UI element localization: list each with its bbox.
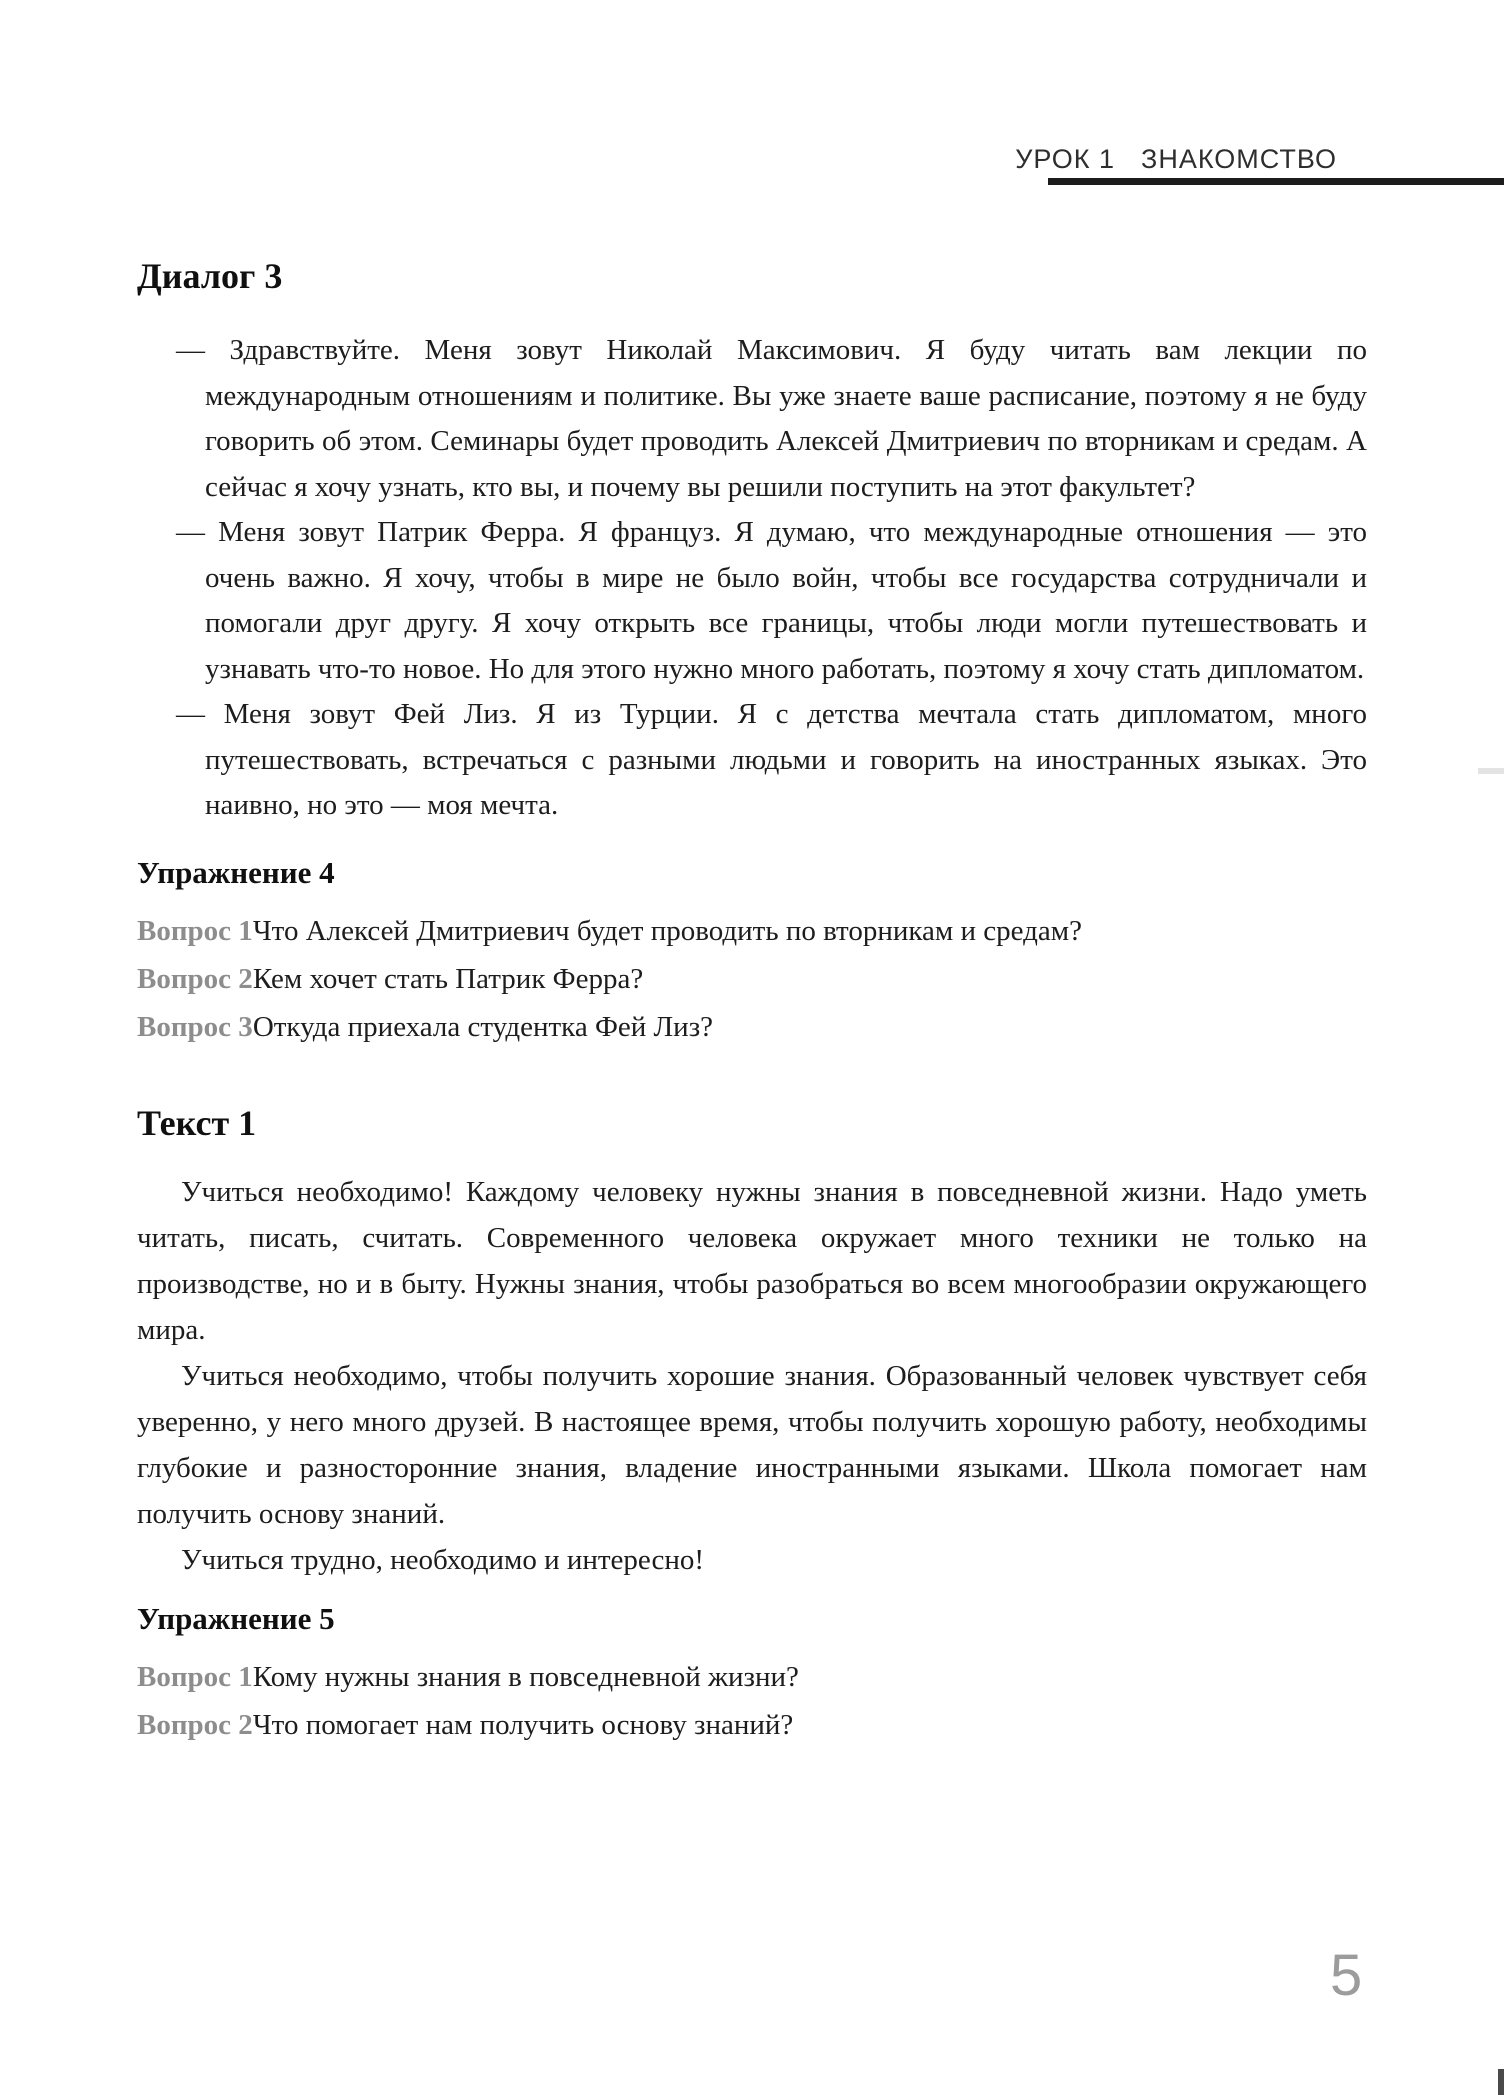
question-row	[137, 1701, 1367, 1749]
dialog3-body	[137, 328, 1367, 829]
text1-body	[137, 1169, 1367, 1583]
question-row	[137, 907, 1367, 955]
question-label: Вопрос 2	[137, 962, 253, 995]
page-number: 5	[1330, 1943, 1363, 2008]
exercise5-title: Упражнение 5	[137, 1600, 335, 1636]
question-text: Кому нужны знания в повседневной жизни?	[252, 1660, 799, 1693]
question-label: Вопрос 1	[137, 1660, 253, 1693]
dialog3-title: Диалог 3	[137, 256, 283, 296]
question-row	[137, 1003, 1367, 1051]
question-label: Вопрос 1	[137, 914, 253, 947]
dialog-turn: — Меня зовут Фей Лиз. Я из Турции. Я с детства мечтала стать дипломатом, много путешествовать, встречаться с разными людьми и говорить на иностранных языках. Это наивно, но это — моя мечта.	[176, 698, 1367, 821]
scan-corner-mark	[1498, 2069, 1504, 2095]
question-label: Вопрос 2	[137, 1708, 253, 1741]
text1-title: Текст 1	[137, 1102, 257, 1143]
text1-paragraph: Учиться необходимо! Каждому человеку нужны знания в повседневной жизни. Надо уметь читать, писать, считать. Современного человека окружает много техники не только на производстве, но и в быту. Нужны знания, чтобы разобраться во всем многообразии окружающего мира.	[137, 1175, 1367, 1346]
question-row	[137, 955, 1367, 1003]
header-lesson-label: УРОК 1	[1015, 144, 1116, 174]
question-label: Вопрос 3	[137, 1010, 253, 1043]
text1-paragraph: Учиться необходимо, чтобы получить хорошие знания. Образованный человек чувствует себя уверенно, у него много друзей. В настоящее время, чтобы получить хорошую работу, необходимы глубокие и разносторонние знания, владение иностранными языками. Школа помогает нам получить основу знаний.	[137, 1359, 1367, 1530]
exercise4-questions	[137, 907, 1367, 1051]
scan-edge-tick	[1478, 768, 1504, 774]
question-row	[137, 1653, 1367, 1701]
question-text: Откуда приехала студентка Фей Лиз?	[252, 1010, 714, 1043]
exercise5-questions	[137, 1653, 1367, 1749]
page-content	[137, 0, 1367, 1749]
question-text: Что помогает нам получить основу знаний?	[252, 1708, 794, 1741]
header-topic-label: ЗНАКОМСТВО	[1141, 144, 1337, 174]
text1-paragraph: Учиться трудно, необходимо и интересно!	[181, 1543, 705, 1576]
dialog-turn: — Здравствуйте. Меня зовут Николай Максимович. Я буду читать вам лекции по международным отношениям и политике. Вы уже знаете ваше расписание, поэтому я не буду говорить об этом. Семинары будет проводить Алексей Дмитриевич по вторникам и средам. А сейчас я хочу узнать, кто вы, и почему вы решили поступить на этот факультет?	[176, 334, 1367, 503]
question-text: Что Алексей Дмитриевич будет проводить по вторникам и средам?	[252, 914, 1082, 947]
question-text: Кем хочет стать Патрик Ферра?	[252, 962, 644, 995]
exercise4-title: Упражнение 4	[137, 854, 335, 890]
dialog-turn: — Меня зовут Патрик Ферра. Я француз. Я думаю, что международные отношения — это очень важно. Я хочу, чтобы в мире не было войн, чтобы все государства сотрудничали и помогали друг другу. Я хочу открыть все границы, чтобы люди могли путешествовать и узнавать что-то новое. Но для этого нужно много работать, поэтому я хочу стать дипломатом.	[176, 516, 1367, 685]
